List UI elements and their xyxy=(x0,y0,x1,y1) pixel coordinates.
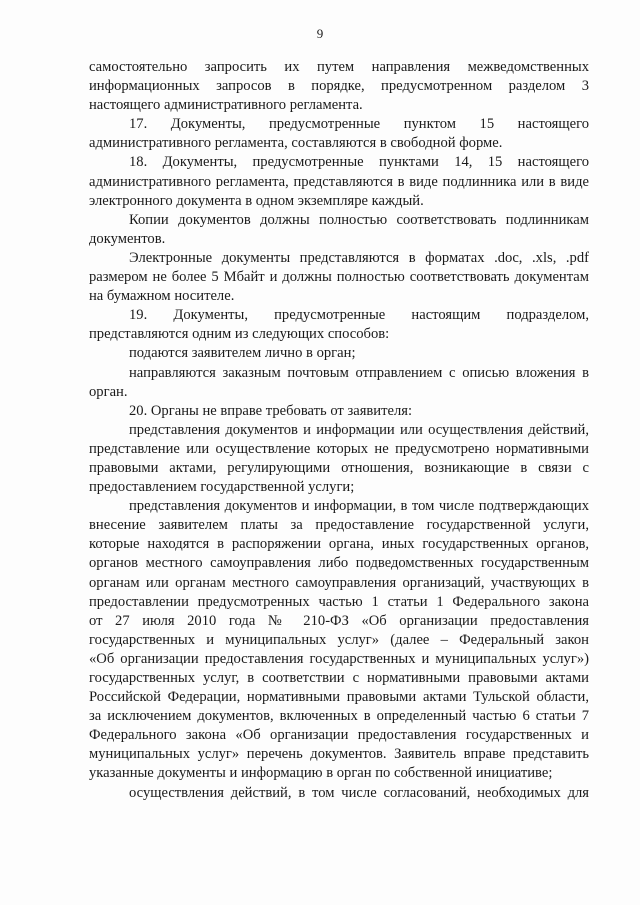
text-line: направляются заказным почтовым отправлением с описью вложения в xyxy=(129,364,589,381)
text-line: государственных услуг, в соответствии с нормативными правовыми актами xyxy=(89,670,589,686)
text-line: информационных запросов в порядке, предусмотренном разделом 3 xyxy=(89,78,589,95)
text-line: 20. Органы не вправе требовать от заявителя: xyxy=(129,402,413,419)
text-line: государственных и муниципальных услуг» (далее – Федеральный закон xyxy=(89,631,589,648)
text-line: орган. xyxy=(89,383,128,400)
text-line: правовыми актами, регулирующими отношения, возникающие в связи с xyxy=(89,459,589,476)
text-line: которые находятся в распоряжении органа, иных государственных органов, xyxy=(89,536,589,553)
text-line: самостоятельно запросить их путем направления межведомственных xyxy=(89,59,589,75)
text-line: Электронные документы представляются в форматах .doc, .xls, .pdf xyxy=(129,249,589,266)
text-line: подаются заявителем лично в орган; xyxy=(129,345,356,362)
text-line: электронного документа в одном экземпляре каждый. xyxy=(89,192,424,209)
text-line: представляются одним из следующих способов: xyxy=(89,326,390,343)
text-line: предоставлении предусмотренных частью 1 статьи 1 Федерального закона xyxy=(89,593,589,610)
text-line: Российской Федерации, нормативными правовыми актами Тульской области, xyxy=(89,689,589,706)
text-line: указанные документы и информацию в орган по собственной инициативе; xyxy=(89,765,553,782)
text-line: «Об организации предоставления государственных и муниципальных услуг») xyxy=(89,650,589,667)
text-line: внесение заявителем платы за предоставление государственной услуги, xyxy=(89,517,589,534)
text-line: за исключением документов, включенных в определенный частью 6 статьи 7 xyxy=(89,708,589,725)
text-line: Федерального закона «Об организации предоставления государственных и xyxy=(89,727,589,744)
text-line: Копии документов должны полностью соответствовать подлинникам xyxy=(129,211,589,228)
text-line: предоставлением государственной услуги; xyxy=(89,479,355,496)
text-line: настоящего административного регламента. xyxy=(89,97,363,114)
text-line: представления документов и информации или осуществления действий, xyxy=(129,421,589,438)
text-line: на бумажном носителе. xyxy=(89,288,235,305)
text-line: органам или органам местного самоуправления организаций, участвующих в xyxy=(89,574,589,591)
text-line: представление или осуществление которых не предусмотрено нормативными xyxy=(89,440,589,457)
text-line: административного регламента, представляются в виде подлинника или в виде xyxy=(89,173,589,190)
text-line: муниципальных услуг» перечень документов. Заявитель вправе представить xyxy=(89,746,589,763)
text-line: размером не более 5 Мбайт и должны полностью соответствовать документам xyxy=(89,269,589,286)
text-line: 18. Документы, предусмотренные пунктами 14, 15 настоящего xyxy=(129,154,589,171)
page-number: 9 xyxy=(316,26,324,41)
text-line: документов. xyxy=(89,230,166,247)
text-line: 19. Документы, предусмотренные настоящим подразделом, xyxy=(129,307,589,324)
text-line: от 27 июля 2010 года № 210-ФЗ «Об организации предоставления xyxy=(89,612,589,629)
text-line: административного регламента, составляются в свободной форме. xyxy=(89,135,503,152)
text-line: осуществления действий, в том числе согласований, необходимых для xyxy=(129,784,589,801)
text-line: 17. Документы, предусмотренные пунктом 15 настоящего xyxy=(129,116,589,133)
document-body xyxy=(89,58,589,803)
text-line: представления документов и информации, в том числе подтверждающих xyxy=(129,498,589,515)
text-line: органов местного самоуправления либо подведомственных государственным xyxy=(89,555,589,572)
